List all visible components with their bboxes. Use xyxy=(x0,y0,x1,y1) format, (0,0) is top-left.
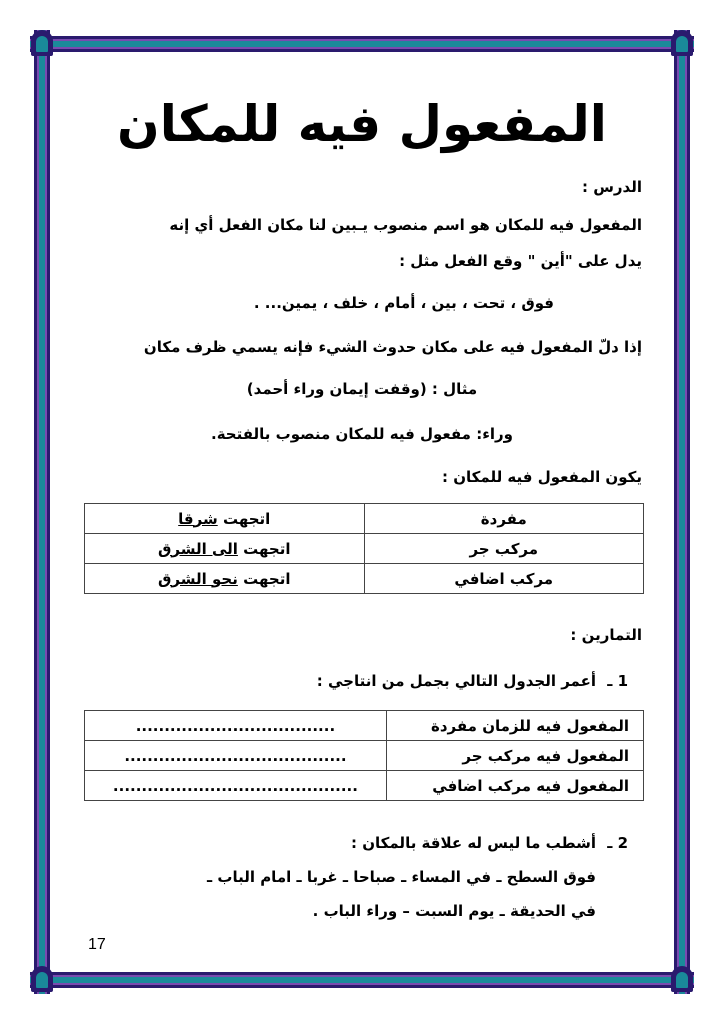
exercise-1-text: أعمر الجدول التالي بجمل من انتاجي : xyxy=(316,672,596,690)
example-prefix: اتجهت xyxy=(237,569,291,588)
exercise-table xyxy=(84,710,644,801)
page-number: 17 xyxy=(88,936,106,953)
definition-line-1: المفعول فيه للمكان هو اسم منصوب يـبين لنا مكان الفعل أي إنه xyxy=(169,216,642,234)
example-prefix: اتجهت xyxy=(237,539,291,558)
exercise-label: المفعول فيه مركب جر xyxy=(386,741,643,771)
exercises-heading: التمارين : xyxy=(570,626,642,644)
frame-bottom-border xyxy=(30,972,694,988)
table-row xyxy=(85,564,644,594)
table-cell-example xyxy=(85,504,365,534)
table-row xyxy=(85,534,644,564)
exercise-2-number: 2 ـ xyxy=(607,834,628,852)
exercise-label: المفعول فيه للزمان مفردة xyxy=(386,711,643,741)
frame-left-border xyxy=(34,30,50,994)
exercise-blank[interactable]: ....................................... xyxy=(85,741,387,771)
table-cell-example xyxy=(85,534,365,564)
table-cell-type: مركب جر xyxy=(364,534,644,564)
frame-corner-ornament xyxy=(671,966,693,992)
forms-heading: يكون المفعول فيه للمكان : xyxy=(442,468,642,486)
example-underlined: نحو الشرق xyxy=(158,569,238,588)
exercise-blank[interactable]: ................................... xyxy=(85,711,387,741)
example-underlined: شرقا xyxy=(178,509,218,528)
table-cell-example xyxy=(85,564,365,594)
example-prefix: اتجهت xyxy=(217,509,271,528)
lesson-label: الدرس : xyxy=(582,178,642,196)
table-row xyxy=(85,741,644,771)
table-cell-type: مفردة xyxy=(364,504,644,534)
rule-line: إذا دلّ المفعول فيه على مكان حدوث الشيء فإنه يسمي ظرف مكان xyxy=(143,338,642,356)
frame-right-border xyxy=(674,30,690,994)
table-row xyxy=(85,504,644,534)
exercise-label: المفعول فيه مركب اضافي xyxy=(386,771,643,801)
exercise-1-number: 1 ـ xyxy=(607,672,628,690)
forms-table xyxy=(84,503,644,594)
exercise-2-line-1: فوق السطح ـ في المساء ـ صباحا ـ غربا ـ امام الباب ـ xyxy=(207,868,596,886)
frame-corner-ornament xyxy=(31,30,53,56)
page-content xyxy=(60,50,664,974)
exercise-2-line-2: في الحديقة ـ يوم السبت – وراء الباب . xyxy=(312,902,596,920)
examples-words: فوق ، تحت ، بين ، أمام ، خلف ، يمين... . xyxy=(253,294,554,312)
exercise-2-text: أشطب ما ليس له علاقة بالمكان : xyxy=(351,834,596,852)
table-row xyxy=(85,771,644,801)
table-row xyxy=(85,711,644,741)
example-sentence: مثال : (وقفت إيمان وراء أحمد) xyxy=(246,380,478,398)
example-parse: وراء: مفعول فيه للمكان منصوب بالفتحة. xyxy=(211,425,513,443)
table-cell-type: مركب اضافي xyxy=(364,564,644,594)
frame-corner-ornament xyxy=(671,30,693,56)
exercise-blank[interactable]: ........................................... xyxy=(85,771,387,801)
example-underlined: الى الشرق xyxy=(157,539,238,558)
definition-line-2: يدل على "أين " وقع الفعل مثل : xyxy=(399,252,642,270)
page-title: المفعول فيه للمكان xyxy=(117,95,607,153)
frame-corner-ornament xyxy=(31,966,53,992)
